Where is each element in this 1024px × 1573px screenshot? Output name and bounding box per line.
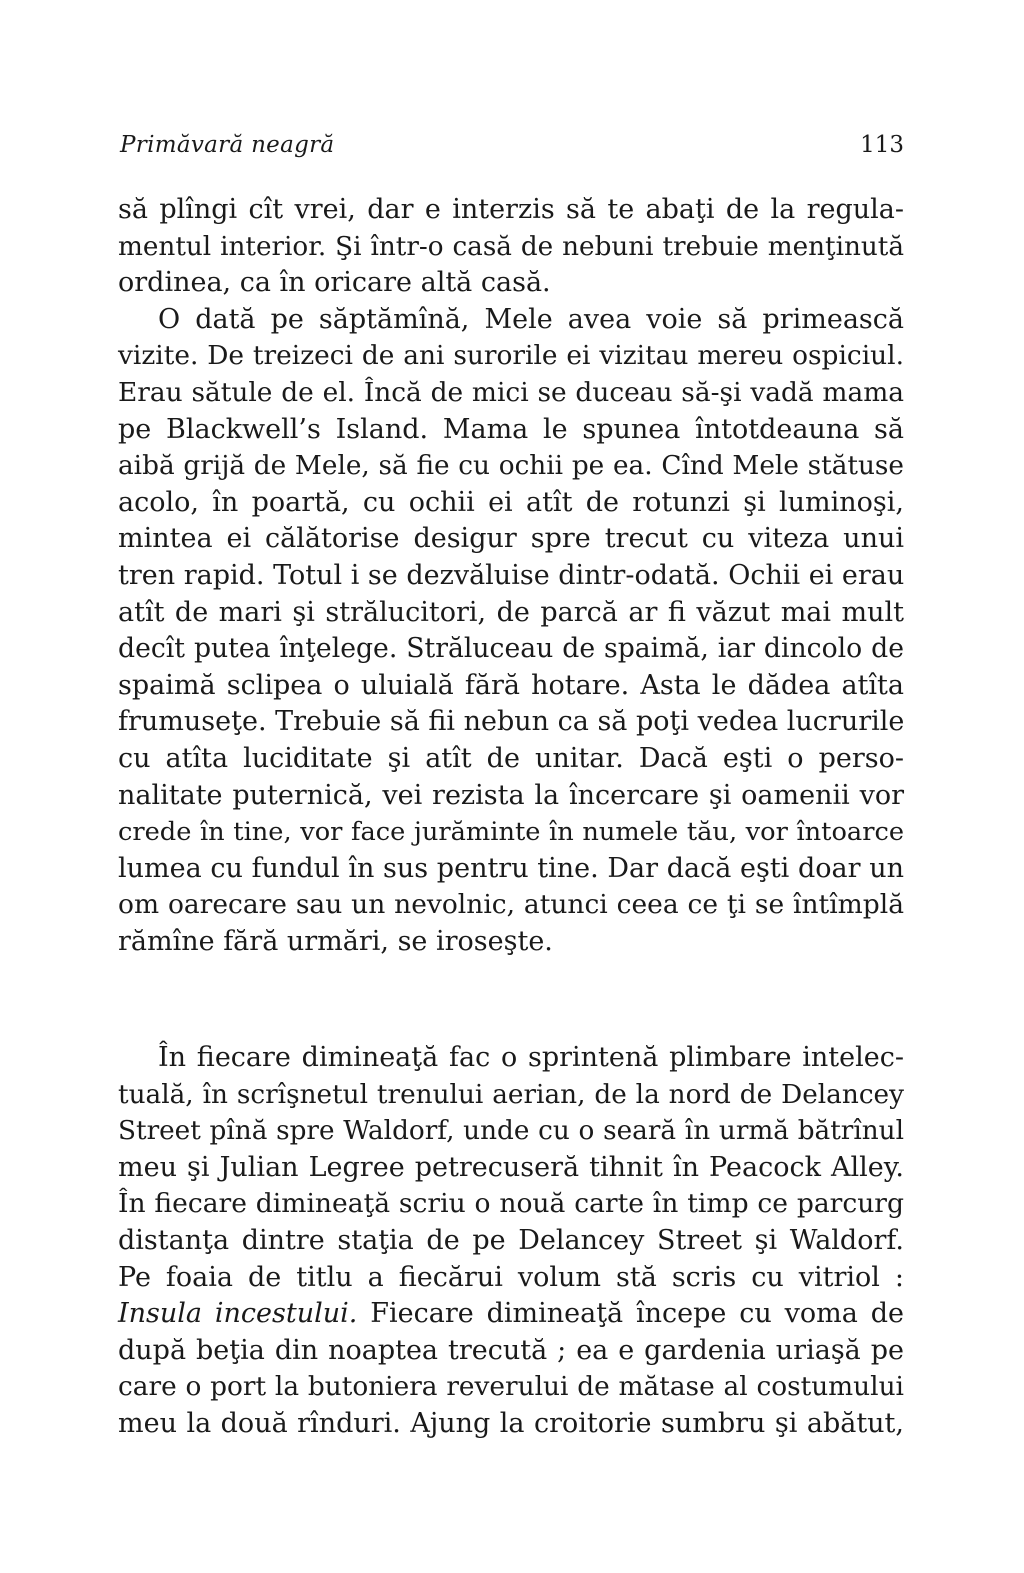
text-line: [118, 1296, 904, 1333]
text-line: om oarecare sau un nevolnic, atunci ceea ce ţi se întîmplă: [118, 889, 904, 921]
text-line: meu la două rînduri. Ajung la croitorie sumbru şi abătut,: [118, 1407, 904, 1439]
text-line: frumuseţe. Trebuie să fii nebun ca să poţi vedea lucrurile: [118, 706, 905, 738]
text-line: vizite. De treizeci de ani surorile ei vizitau mereu ospiciul.: [118, 340, 904, 372]
text-line: după beţia din noaptea trecută ; ea e gardenia uriaşă pe: [118, 1334, 904, 1366]
book-title-italic: Insula incestului.: [118, 1298, 358, 1330]
running-title: Primăvară neagră: [120, 132, 335, 158]
text-line: mintea ei călătorise desigur spre trecut cu viteza unui: [118, 523, 904, 555]
text-line: care o port la butoniera reverului de mătase al costumului: [118, 1372, 904, 1403]
text-line: ordinea, ca în oricare altă casă.: [118, 267, 551, 299]
paragraph-block-1: [118, 192, 904, 960]
text-line: În fiecare dimineaţă fac o sprintenă plimbare intelec-: [158, 1042, 904, 1073]
text-line: să plîngi cît vrei, dar e interzis să te abaţi de la regula-: [118, 194, 904, 225]
page-number: 113: [860, 132, 904, 158]
text-line: decît putea înţelege. Străluceau de spaimă, iar dincolo de: [118, 633, 904, 665]
text-line: pe Blackwell’s Island. Mama le spunea întotdeauna să: [118, 413, 904, 445]
text-line: În fiecare dimineaţă scriu o nouă carte în timp ce parcurg: [118, 1188, 904, 1220]
text-line: cu atîta luciditate şi atît de unitar. Dacă eşti o perso-: [118, 742, 904, 774]
text-line: Erau sătule de el. Încă de mici se duceau să-şi vadă mama: [118, 376, 904, 408]
text-line: Street pînă spre Waldorf, unde cu o seară în urmă bătrînul: [118, 1116, 904, 1147]
text-line: aibă grijă de Mele, să fie cu ochii pe ea. Cînd Mele stătuse: [118, 451, 904, 482]
text-line: rămîne fără urmări, se iroseşte.: [118, 925, 553, 957]
text-line: meu şi Julian Legree petrecuseră tihnit în Peacock Alley.: [118, 1151, 904, 1183]
text-line: Pe foaia de titlu a fiecărui volum stă scris cu vitriol :: [118, 1261, 904, 1293]
text-line: lumea cu fundul în sus pentru tine. Dar dacă eşti doar un: [118, 852, 904, 884]
text-line: atît de mari şi strălucitori, de parcă ar fi văzut mai mult: [118, 596, 904, 628]
text-line: tren rapid. Totul i se dezvăluise dintr-odată. Ochii ei erau: [118, 559, 905, 591]
text-line: crede în tine, vor face jurăminte în numele tău, vor întoarce: [118, 817, 904, 848]
running-header: [120, 128, 904, 162]
text-line: nalitate puternică, vei rezista la încercare şi oamenii vor: [118, 779, 904, 811]
paragraph-block-2: [118, 1040, 904, 1443]
text-line: acolo, în poartă, cu ochii ei atît de rotunzi şi luminoşi,: [118, 486, 904, 518]
text-line: O dată pe săptămînă, Mele avea voie să primească: [158, 303, 904, 335]
text-line: distanţa dintre staţia de pe Delancey Street şi Waldorf.: [118, 1224, 904, 1256]
text-line: tuală, în scrîşnetul trenului aerian, de la nord de Delancey: [118, 1079, 904, 1110]
text-fragment: Fiecare dimineaţă începe cu voma de: [357, 1298, 904, 1330]
text-line: mentul interior. Şi într-o casă de nebuni trebuie menţinută: [118, 231, 904, 262]
text-line: spaimă sclipea o uluială fără hotare. Asta le dădea atîta: [118, 669, 904, 701]
